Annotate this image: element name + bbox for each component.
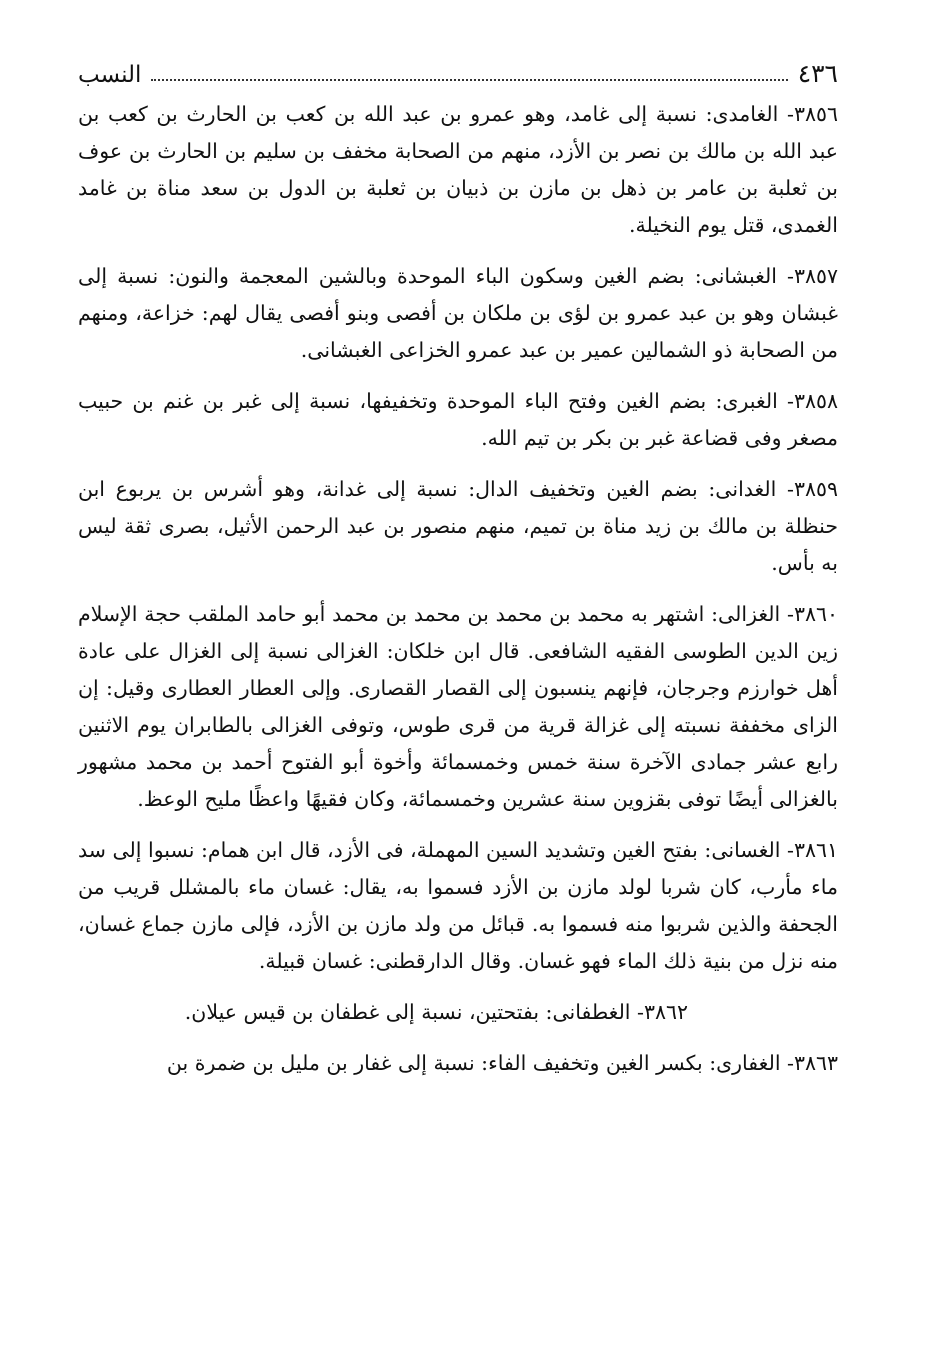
entry-number: ٣٨٦٠ bbox=[793, 602, 838, 626]
entry-3859 bbox=[78, 471, 838, 582]
entry-3861 bbox=[78, 832, 838, 980]
entry-number: ٣٨٥٨ bbox=[793, 389, 838, 413]
entry-3857 bbox=[78, 258, 838, 369]
page-number: ٤٣٦ bbox=[797, 59, 838, 88]
entry-number: ٣٨٥٩ bbox=[793, 477, 838, 501]
entry-3863 bbox=[78, 1045, 838, 1082]
entries-list bbox=[78, 96, 838, 1082]
entry-number: ٣٨٦٣ bbox=[793, 1051, 838, 1075]
running-header bbox=[78, 52, 838, 88]
entry-number: ٣٨٦١ bbox=[793, 838, 838, 862]
running-title: النسب bbox=[78, 62, 142, 88]
entry-text: - الغامدى: نسبة إلى غامد، وهو عمرو بن عبد الله بن كعب بن الحارث بن كعب بن عبد الله بن مالك بن نصر بن الأزد، منهم من الصحابة مخفف بن سليم بن الحارث بن عوف بن ثعلبة بن عامر بن ذهل بن مازن بن ذبيان بن ثعلبة بن الدول بن سعد مناة بن غامد الغمدى، قتل يوم النخيلة. bbox=[78, 102, 838, 237]
entry-text: - الغبشانى: بضم الغين وسكون الباء الموحدة وبالشين المعجمة والنون: نسبة إلى غبشان وهو بن عبد عمرو بن لؤى بن ملكان بن أفصى وبنو أفصى يقال لهم: خزاعة، ومنهم من الصحابة ذو الشمالين عمير بن عبد عمرو الخزاعى الغبشانى. bbox=[78, 264, 838, 362]
entry-text: - الغطفانى: بفتحتين، نسبة إلى غطفان بن قيس عيلان. bbox=[184, 1000, 644, 1024]
book-page bbox=[78, 52, 838, 1096]
entry-text: - الغبرى: بضم الغين وفتح الباء الموحدة وتخفيفها، نسبة إلى غبر بن غنم بن حبيب مصغر وفى قضاعة غبر بن بكر بن تيم الله. bbox=[78, 389, 838, 450]
entry-3858 bbox=[78, 383, 838, 457]
entry-3862 bbox=[78, 994, 838, 1031]
entry-3860 bbox=[78, 596, 838, 818]
entry-3856 bbox=[78, 96, 838, 244]
entry-text: - الغدانى: بضم الغين وتخفيف الدال: نسبة إلى غدانة، وهو أشرس بن يربوع ابن حنظلة بن مالك بن زيد مناة بن تميم، منهم منصور بن عبد الرحمن الأثيل، بصرى ثقة ليس به بأس. bbox=[78, 477, 838, 575]
entry-number: ٣٨٥٧ bbox=[793, 264, 838, 288]
entry-number: ٣٨٥٦ bbox=[793, 102, 838, 126]
entry-text: - الغزالى: اشتهر به محمد بن محمد بن محمد بن محمد أبو حامد الملقب حجة الإسلام زين الدين الطوسى الفقيه الشافعى. قال ابن خلكان: الغزالى نسبة إلى الغزال على عادة أهل خوارزم وجرجان، فإنهم ينسبون إلى القصار القصارى. وإلى العطار العطارى وقيل: إن الزاى مخففة نسبته إلى غزالة قرية من قرى طوس، وتوفى الغزالى بالطابران يوم الاثنين رابع عشر جمادى الآخرة سنة خمس وخمسمائة وأخوة أبو الفتوح أحمد بن محمد مشهور بالغزالى أيضًا توفى بقزوين سنة عشرين وخمسمائة، وكان فقيهًا واعظًا مليح الوعظ. bbox=[78, 602, 838, 811]
entry-number: ٣٨٦٢ bbox=[643, 1000, 688, 1024]
entry-text: - الغفارى: بكسر الغين وتخفيف الفاء: نسبة إلى غفار بن مليل بن ضمرة بن bbox=[166, 1051, 794, 1075]
header-leader-dots bbox=[151, 79, 787, 81]
entry-text: - الغسانى: بفتح الغين وتشديد السين المهملة، فى الأزد، قال ابن همام: نسبوا إلى سد ماء مأرب، كان شربا لولد مازن بن الأزد فسموا به، يقال: غسان ماء بالمشلل قريب من الجحفة والذين شربوا منه فسموا به. قبائل من ولد مازن بن الأزد، فإلى مازن جماع غسان، منه نزل من بنية ذلك الماء فهو غسان. وقال الدارقطنى: غسان قبيلة. bbox=[78, 838, 838, 973]
